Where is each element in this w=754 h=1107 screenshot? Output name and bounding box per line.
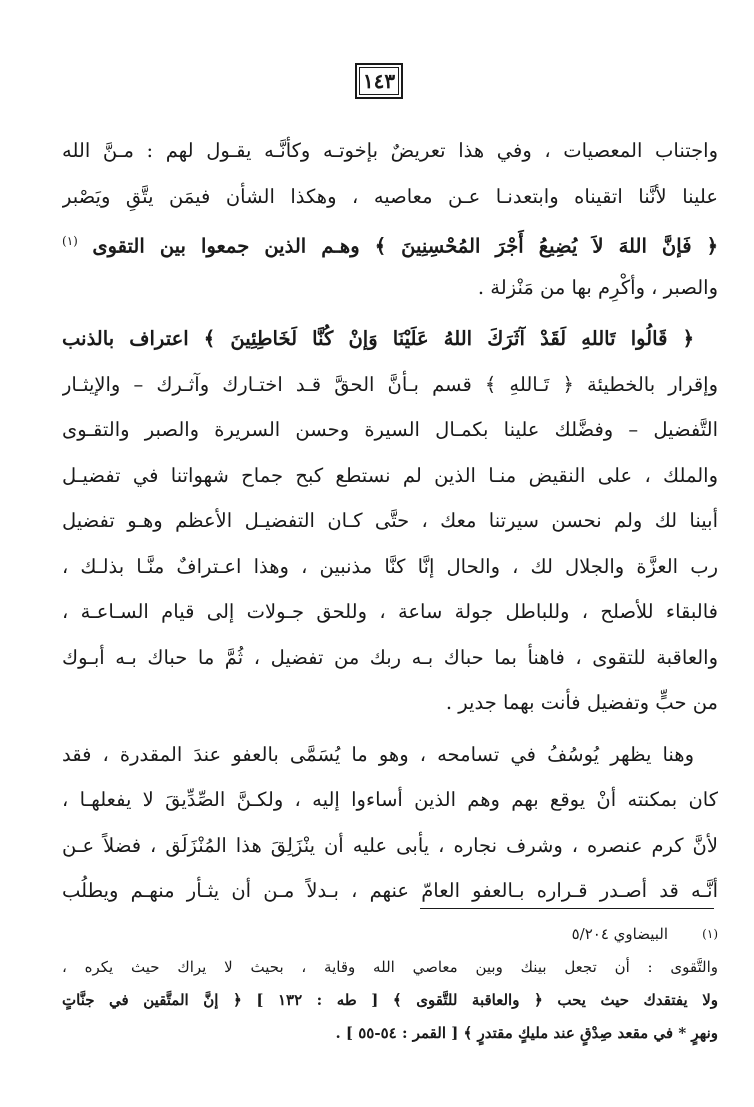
footnote-source: (١)البيضاوي ٥/٢٠٤	[62, 918, 718, 951]
page-number: ١٤٣	[359, 67, 399, 95]
page-number-frame	[355, 63, 403, 99]
text-line: ﴿ قَالُوا تَاللهِ لَقَدْ آثَرَكَ اللهُ عَلَيْنَا وَإنْ كُنَّا لَخَاطِئِينَ ﴾ اعتراف بالذنب	[62, 327, 694, 350]
footnotes	[62, 918, 718, 1050]
text-line: لأنَّ كرم عنصره ، وشرف نجاره ، يأبى عليه أن ينْزَلِقَ هذا المُنْزَلَق ، فضلاً عـن	[62, 833, 718, 857]
text-line: رب العزَّة والجلال لك ، والحال إنَّا كنَّا مذنبين ، وهذا اعـترافٌ منَّـا بذلـك ،	[62, 554, 718, 578]
text-line: علينا لأنَّنا اتقيناه وابتعدنـا عـن معاصيه ، وهكذا الشأن فيمَن يتَّقِ ويَصْبر	[62, 184, 718, 208]
text-line: أبينا لك ولم نحسن سيرتنا معك ، حتَّى كـان التفضيـل الأعظم وهـو تفضيل	[62, 509, 718, 532]
footnote-reference: (١)	[62, 234, 78, 248]
footnote-line: ونهرٍ * في مقعد صِدْقٍ عند مليكٍ مقتدرٍ ﴾ [ القمر : ٥٤-٥٥ ] .	[335, 1024, 718, 1042]
footnote-line: ولا يفتقدك حيث يحب ﴿ والعاقبة للتَّقوى ﴾ [ طه : ١٣٢ ] ﴿ إنَّ المتَّقين في جنَّاتٍ	[62, 991, 718, 1009]
main-text	[62, 128, 718, 914]
text-line: من حبٍّ وتفضيل فأنت بهما جدير .	[445, 691, 718, 714]
text-line: كان بمكنته أنْ يوقع بهم وهم الذين أساءوا إليه ، ولكـنَّ الصِّدِّيقَ لا يفعلهـا ،	[62, 788, 718, 811]
text-line: وإقرار بالخطيئة ﴿ تَـاللهِ ﴾ قسم بـأنَّ الحقَّ قـد اختـارك وآثـرك – والإيثـار	[62, 372, 718, 396]
text-line: والملك ، على النقيض منـا الذين لم نستطع كبح جماح شهواتنا في تفضيـل	[62, 463, 718, 487]
text-line: ﴿ فَإنَّ اللهَ لاَ يُضِيعُ أَجْرَ المُحْسِنِينَ ﴾ وهـم الذين جمعوا بين التقوى $^{(١)}$	[62, 234, 718, 258]
text-line: واجتناب المعصيات ، وفي هذا تعريضٌ بإخوتـه وكأنَّـه يقـول لهم : مـنَّ الله	[62, 139, 718, 162]
text-line: وهنا يظهر يُوسُفُ في تسامحه ، وهو ما يُسَمَّى بالعفو عندَ المقدرة ، فقد	[62, 742, 694, 766]
text-line: والصبر ، وأكْرِم بها من مَنْزلة .	[477, 275, 718, 299]
footnote-marker: (١)	[702, 927, 718, 941]
text-line: التَّفضيل – وفضَّلك علينا بكمـال السيرة وحسن السريرة والصبر والتقـوى	[62, 418, 718, 441]
text-line: أنَّـه قد أصـدر قـراره بـالعفو العامّ عنهم ، بـدلاً مـن أن يثـأر منهـم ويطلُب	[62, 879, 718, 902]
footnote-separator	[420, 908, 714, 909]
text-line: فالبقاء للأصلح ، وللباطل جولة ساعة ، وللحق جـولات إلى قيام السـاعـة ،	[62, 600, 718, 623]
footnote-line: والتَّقوى : أن تجعل بينك وبين معاصي الله وقاية ، بحيث لا يراك حيث يكره ،	[62, 958, 718, 976]
text-line: والعاقبة للتقوى ، فاهنأ بما حباك بـه ربك من تفضيل ، ثُمَّ ما حباك بـه أبـوك	[62, 645, 718, 669]
